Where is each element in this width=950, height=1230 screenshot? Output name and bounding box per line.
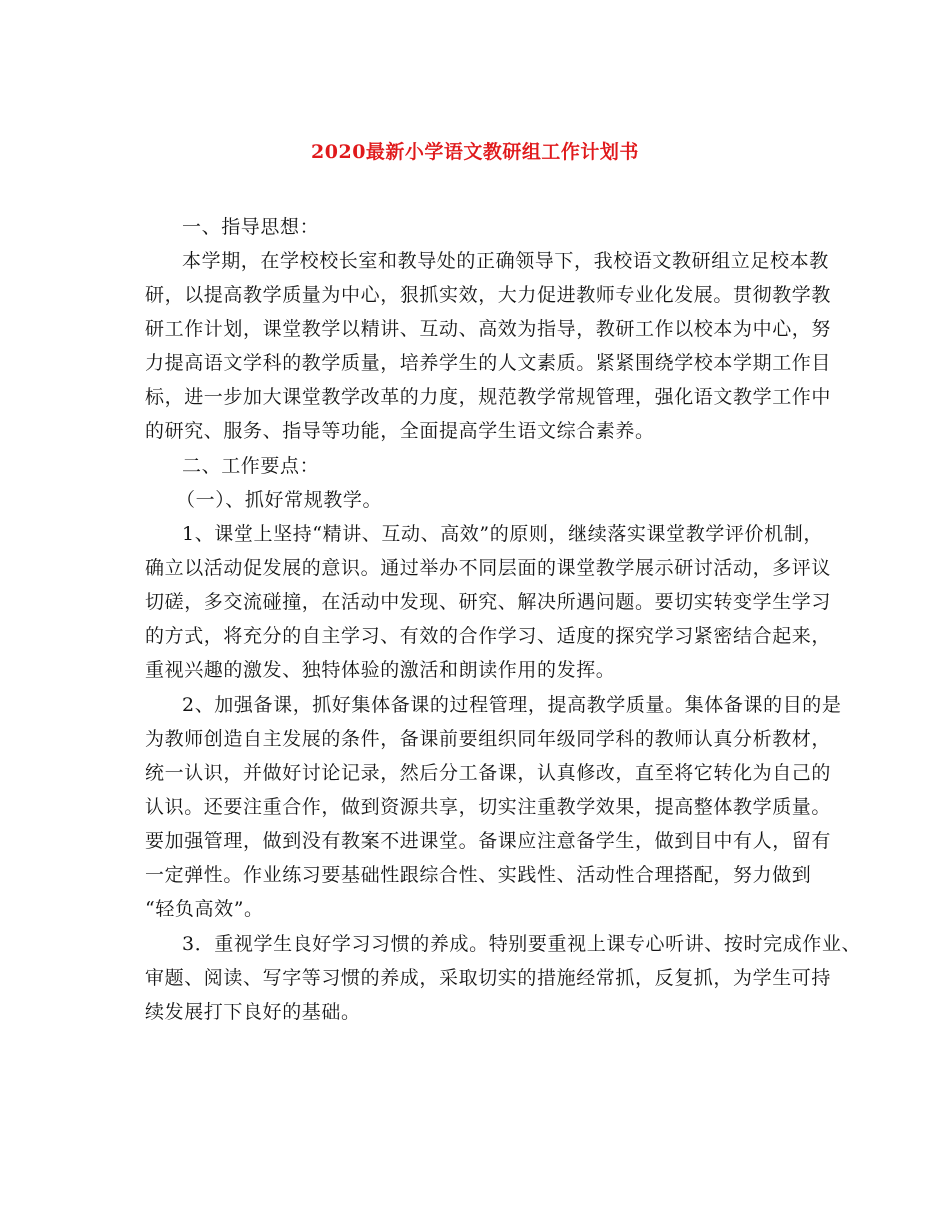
- paragraph-line: 标，进一步加大课堂教学改革的力度，规范教学常规管理，强化语文教学工作中: [145, 386, 832, 408]
- paragraph-line: 力提高语文学科的教学质量，培养学生的人文素质。紧紧围绕学校本学期工作目: [145, 352, 832, 374]
- paragraph-line: 研工作计划，课堂教学以精讲、互动、高效为指导，教研工作以校本为中心，努: [145, 318, 832, 340]
- paragraph-line: 2、加强备课，抓好集体备课的过程管理，提高教学质量。集体备课的目的是: [182, 694, 842, 716]
- paragraph-line: 本学期，在学校校长室和教导处的正确领导下，我校语文教研组立足校本教: [182, 250, 829, 272]
- paragraph-line: 确立以活动促发展的意识。通过举办不同层面的课堂教学展示研讨活动，多评议: [145, 557, 832, 579]
- subsection-heading: （一）、抓好常规教学。: [176, 489, 383, 511]
- paragraph-line: 要加强管理，做到没有教案不进课堂。备课应注意备学生，做到目中有人，留有: [145, 830, 832, 852]
- paragraph-line: 研，以提高教学质量为中心，狠抓实效，大力促进教师专业化发展。贯彻教学教: [145, 284, 832, 306]
- paragraph-line: 的研究、服务、指导等功能，全面提高学生语文综合素养。: [145, 420, 655, 442]
- paragraph-line: 认识。还要注重合作，做到资源共享，切实注重教学效果，提高整体教学质量。: [145, 796, 832, 818]
- document-title: 2020最新小学语文教研组工作计划书: [311, 141, 639, 163]
- paragraph-line: 的方式，将充分的自主学习、有效的合作学习、适度的探究学习紧密结合起来，: [145, 625, 832, 647]
- paragraph-line: 重视兴趣的激发、独特体验的激活和朗读作用的发挥。: [145, 659, 616, 681]
- section-heading-guiding-thought: 一、指导思想：: [182, 216, 320, 238]
- paragraph-line: 续发展打下良好的基础。: [145, 1001, 361, 1023]
- paragraph-line: 为教师创造自主发展的条件，备课前要组织同年级同学科的教师认真分析教材，: [145, 728, 832, 750]
- paragraph-line: 切磋，多交流碰撞，在活动中发现、研究、解决所遇问题。要切实转变学生学习: [145, 591, 832, 613]
- paragraph-line: 3．重视学生良好学习习惯的养成。特别要重视上课专心听讲、按时完成作业、: [182, 933, 862, 955]
- paragraph-line: 统一认识，并做好讨论记录，然后分工备课，认真修改，直至将它转化为自己的: [145, 762, 832, 784]
- section-heading-work-points: 二、工作要点：: [182, 455, 320, 477]
- paragraph-line: 1、课堂上坚持“精讲、互动、高效”的原则，继续落实课堂教学评价机制，: [182, 523, 823, 545]
- paragraph-line: “轻负高效”。: [145, 898, 264, 920]
- paragraph-line: 审题、阅读、写字等习惯的养成，采取切实的措施经常抓，反复抓，为学生可持: [145, 967, 832, 989]
- paragraph-line: 一定弹性。作业练习要基础性跟综合性、实践性、活动性合理搭配，努力做到: [145, 864, 812, 886]
